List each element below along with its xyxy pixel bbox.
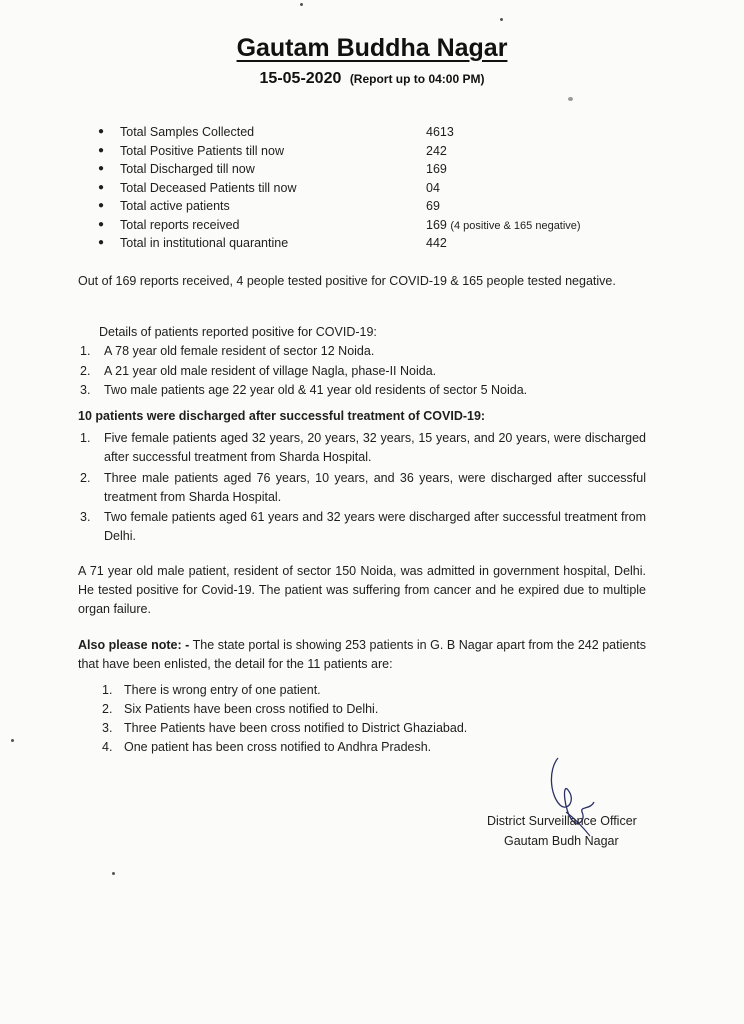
- stat-label: Total Samples Collected: [120, 125, 255, 139]
- bullet-icon: ●: [98, 163, 105, 174]
- portal-note-list: [102, 681, 602, 757]
- bullet-icon: ●: [98, 144, 105, 156]
- list-item: 3. Three Patients have been cross notified to District Ghaziabad.: [102, 721, 468, 735]
- list-item: 2. Six Patients have been cross notified to Delhi.: [102, 702, 379, 716]
- signatory-location: Gautam Budh Nagar: [504, 834, 619, 848]
- bullet-icon: ●: [98, 200, 105, 211]
- stat-value: 69: [426, 199, 440, 213]
- stat-label: Total reports received: [120, 217, 240, 232]
- stat-value: 4613: [426, 125, 454, 139]
- scan-speck: [11, 739, 14, 742]
- positive-details-list: [80, 342, 646, 401]
- list-item: 2. Three male patients aged 76 years, 10 years, and 36 years, were discharged after successful treatment from Sharda Hospital.: [80, 470, 646, 504]
- stat-value: 04: [426, 180, 440, 195]
- list-item: 2. A 21 year old male resident of village Nagla, phase-II Noida.: [80, 363, 437, 378]
- stat-row: [98, 142, 658, 161]
- stat-value: 442: [426, 236, 447, 250]
- stat-value: 169: [426, 162, 447, 176]
- portal-note-text: The state portal is showing 253 patients in G. B Nagar apart from the 242 patients that have been enlisted, the detail for the 11 patients are:: [78, 638, 646, 671]
- page-title: Gautam Buddha Nagar: [236, 34, 508, 62]
- report-date: 15-05-2020: [259, 70, 342, 87]
- report-time-note: (Report up to 04:00 PM): [349, 72, 485, 86]
- stats-list: [98, 123, 658, 253]
- stat-value: 169 (4 positive & 165 negative): [426, 217, 581, 232]
- summary-paragraph: Out of 169 reports received, 4 people tested positive for COVID-19 & 165 people tested negative.: [78, 274, 616, 288]
- list-item: 1. There is wrong entry of one patient.: [102, 683, 321, 697]
- stat-row: [98, 197, 658, 216]
- stat-label: Total Positive Patients till now: [120, 143, 284, 158]
- discharged-heading: 10 patients were discharged after successful treatment of COVID-19:: [78, 409, 486, 423]
- portal-note-lead: Also please note: -: [78, 638, 190, 652]
- scan-speck: [112, 872, 115, 875]
- death-paragraph: A 71 year old male patient, resident of sector 150 Noida, was admitted in government hospital, Delhi. He tested positive for Covid-19. The patient was suffering from cancer and he expired due to multiple organ failure.: [78, 564, 646, 616]
- list-item: 1. A 78 year old female resident of sector 12 Noida.: [80, 344, 375, 358]
- stat-label: Total Deceased Patients till now: [120, 180, 297, 195]
- list-item: 3. Two female patients aged 61 years and 32 years were discharged after successful treatment from Delhi.: [80, 510, 646, 543]
- stat-label: Total Discharged till now: [120, 162, 255, 176]
- report-date-line: [0, 70, 744, 88]
- bullet-icon: ●: [98, 181, 105, 193]
- discharged-list: [80, 429, 646, 548]
- stat-value: 242: [426, 143, 447, 158]
- signatory-title: District Surveillance Officer: [487, 814, 637, 828]
- portal-note-paragraph: [78, 636, 646, 674]
- bullet-icon: ●: [98, 218, 105, 230]
- stat-label: Total active patients: [120, 199, 230, 213]
- scan-speck: [500, 18, 503, 21]
- positive-details-heading: Details of patients reported positive for COVID-19:: [99, 325, 377, 339]
- stat-row: [98, 234, 658, 253]
- list-item: 4. One patient has been cross notified to Andhra Pradesh.: [102, 740, 432, 754]
- list-item: 3. Two male patients age 22 year old & 41 year old residents of sector 5 Noida.: [80, 383, 528, 397]
- bullet-icon: ●: [98, 237, 105, 248]
- signature-block: [487, 811, 637, 851]
- stat-row: [98, 216, 658, 235]
- scan-speck: [568, 97, 573, 101]
- bullet-icon: ●: [98, 126, 105, 137]
- stat-label: Total in institutional quarantine: [120, 236, 289, 250]
- stat-row: [98, 179, 658, 198]
- stat-row: [98, 160, 658, 179]
- scan-speck: [300, 3, 303, 6]
- stat-row: [98, 123, 658, 142]
- list-item: 1. Five female patients aged 32 years, 20 years, 32 years, 15 years, and 20 years, were discharged after successful treatment from Sharda Hospital.: [80, 431, 646, 464]
